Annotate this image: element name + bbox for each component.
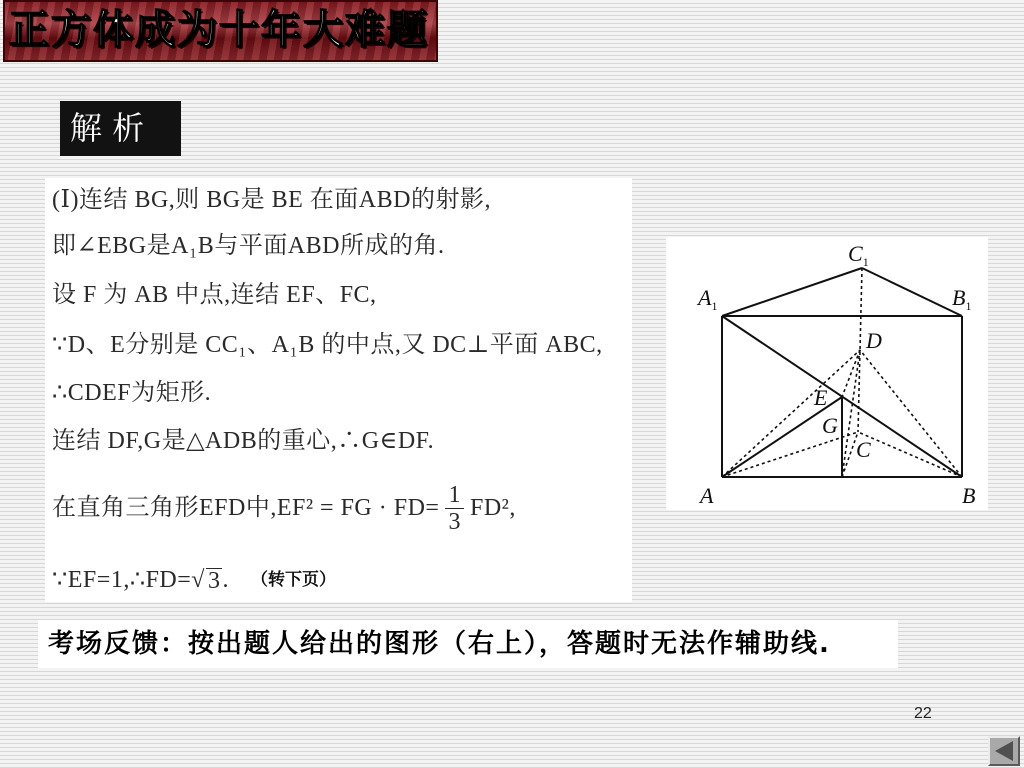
fraction-line-prefix: 在直角三角形EFD中,EF² = FG · FD= <box>52 495 440 521</box>
continued-note: （转下页） <box>250 570 336 590</box>
edge-a1-c1 <box>722 268 862 316</box>
solution-line-5: ∴CDEF为矩形. <box>52 380 212 406</box>
label-g: G <box>822 413 838 438</box>
prism-figure <box>666 237 988 510</box>
label-e: E <box>814 385 828 410</box>
solution-line-result <box>52 566 336 594</box>
solution-line-6: 连结 DF,G是△ADB的重心,∴G∈DF. <box>52 428 435 454</box>
slide-title: 正方体成为十年大难题 <box>9 6 429 53</box>
fraction-denominator: 3 <box>445 508 464 535</box>
feedback-text: 考场反馈：按出题人给出的图形（右上），答题时无法作辅助线. <box>48 629 831 659</box>
solution-line-4: ∵D、E分别是 CC₁、A₁B 的中点,又 DC⊥平面 ABC, <box>52 332 603 358</box>
label-c: C <box>856 437 871 462</box>
edge-a-c <box>722 432 858 477</box>
result-line-prefix: ∵EF=1,∴FD= <box>52 567 192 593</box>
title-banner <box>3 0 438 62</box>
solution-line-2: 即∠EBG是A₁B与平面ABD所成的角. <box>52 233 445 259</box>
fraction <box>445 482 464 535</box>
section-label: 解 析 <box>60 101 181 156</box>
solution-line-fraction <box>52 480 516 536</box>
edge-b-c <box>858 432 962 477</box>
figure-panel <box>666 237 988 510</box>
segment-a-d <box>722 350 860 477</box>
label-b1: $B_1$ <box>952 285 972 313</box>
previous-slide-button[interactable] <box>988 736 1020 766</box>
label-d: D <box>866 328 882 353</box>
page-number: 22 <box>914 705 932 722</box>
result-line-suffix: . <box>222 567 229 593</box>
radicand: 3 <box>207 567 221 594</box>
triangle-left-icon <box>995 741 1013 761</box>
feedback-panel <box>38 620 898 668</box>
label-a1: $A_1$ <box>698 285 718 313</box>
solution-line-1: (Ⅰ)连结 BG,则 BG是 BE 在面ABD的射影, <box>52 187 491 213</box>
label-c1: $C_1$ <box>848 241 869 269</box>
fraction-numerator: 1 <box>448 481 461 508</box>
label-b: B <box>962 483 976 508</box>
radical-sign: √ <box>191 567 205 593</box>
solution-panel <box>45 178 632 602</box>
solution-line-3: 设 F 为 AB 中点,连结 EF、FC, <box>52 282 377 308</box>
segment-d-e <box>842 350 860 397</box>
segment-b-d <box>860 350 962 477</box>
fraction-line-suffix: FD², <box>469 495 516 521</box>
edge-c1-b1 <box>862 268 962 316</box>
label-a: A <box>700 483 714 508</box>
